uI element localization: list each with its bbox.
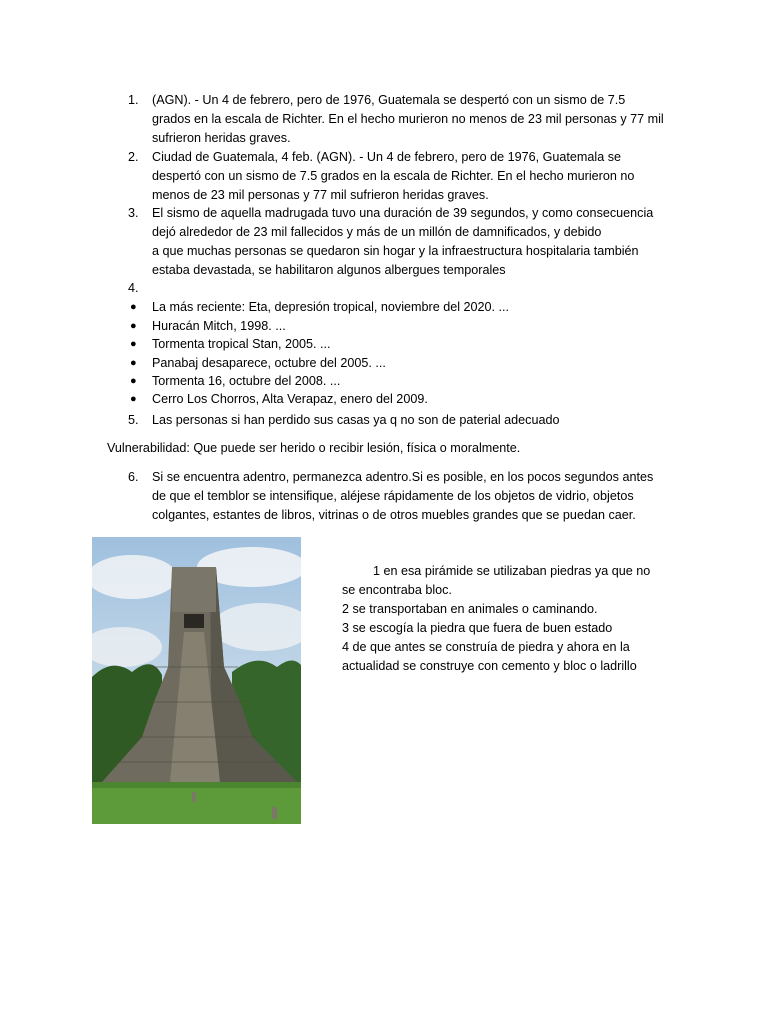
text-line: despertó con un sismo de 7.5 grados en la escala de Richter. En el hecho murieron no — [152, 168, 635, 183]
text-line: estaba devastada, se habilitaron algunos albergues temporales — [152, 262, 506, 277]
list-marker: 3. — [128, 206, 139, 220]
note-line: 2 se transportaban en animales o caminando. — [342, 601, 598, 616]
text-line: El sismo de aquella madrugada tuvo una duración de 39 segundos, y como consecuencia — [152, 206, 654, 220]
vulnerability-paragraph: Vulnerabilidad: Que puede ser herido o recibir lesión, física o moralmente. — [107, 441, 521, 455]
bullet-icon: ● — [130, 338, 137, 350]
bullet-icon: ● — [130, 375, 137, 387]
list-marker: 1. — [128, 93, 139, 107]
text-line: a que muchas personas se quedaron sin hogar y la infraestructura hospitalaria también — [152, 243, 639, 258]
pyramid-photo — [92, 537, 301, 824]
note-line: 4 de que antes se construía de piedra y ahora en la — [342, 639, 630, 654]
note-line: 1 en esa pirámide se utilizaban piedras ya que no — [373, 564, 651, 578]
bullet-text: Tormenta 16, octubre del 2008. ... — [152, 374, 341, 388]
text-line: Ciudad de Guatemala, 4 feb. (AGN). - Un 4 de febrero, pero de 1976, Guatemala se — [152, 150, 622, 164]
text-line: grados en la escala de Richter. En el hecho murieron no menos de 23 mil personas y 77 mil — [152, 111, 664, 126]
pyramid-notes — [342, 562, 682, 675]
text-line: (AGN). - Un 4 de febrero, pero de 1976, Guatemala se despertó con un sismo de 7.5 — [152, 93, 626, 107]
bullet-icon: ● — [130, 357, 137, 369]
text-line: dejó alrededor de 23 mil fallecidos y más de un millón de damnificados, y debido — [152, 224, 602, 239]
bullet-text: La más reciente: Eta, depresión tropical, noviembre del 2020. ... — [152, 300, 510, 314]
list-marker: 6. — [128, 470, 139, 484]
note-line: 3 se escogía la piedra que fuera de buen estado — [342, 620, 613, 635]
bullet-icon: ● — [130, 393, 137, 405]
text-line: colgantes, estantes de libros, vitrinas o de otros muebles grandes que se puedan caer. — [152, 507, 636, 522]
bullet-text: Panabaj desaparece, octubre del 2005. ... — [152, 356, 386, 370]
note-line: se encontraba bloc. — [342, 582, 452, 597]
text-line: de que el temblor se intensifique, aléjese rápidamente de los objetos de vidrio, objetos — [152, 488, 634, 503]
bullet-text: Tormenta tropical Stan, 2005. ... — [152, 337, 331, 351]
bullet-text: Cerro Los Chorros, Alta Verapaz, enero del 2009. — [152, 392, 428, 406]
text-line: Las personas si han perdido sus casas ya q no son de paterial adecuado — [152, 413, 560, 427]
bullet-icon: ● — [130, 301, 137, 313]
text-line: Si se encuentra adentro, permanezca adentro.Si es posible, en los pocos segundos antes — [152, 470, 654, 484]
text-line: sufrieron heridas graves. — [152, 130, 291, 145]
list-marker: 5. — [128, 413, 139, 427]
text-line: menos de 23 mil personas y 77 mil sufrieron heridas graves. — [152, 187, 489, 202]
bullet-text: Huracán Mitch, 1998. ... — [152, 319, 286, 333]
list-marker: 2. — [128, 150, 139, 164]
note-line: actualidad se construye con cemento y bloc o ladrillo — [342, 658, 637, 673]
list-marker: 4. — [128, 281, 139, 295]
bullet-icon: ● — [130, 320, 137, 332]
